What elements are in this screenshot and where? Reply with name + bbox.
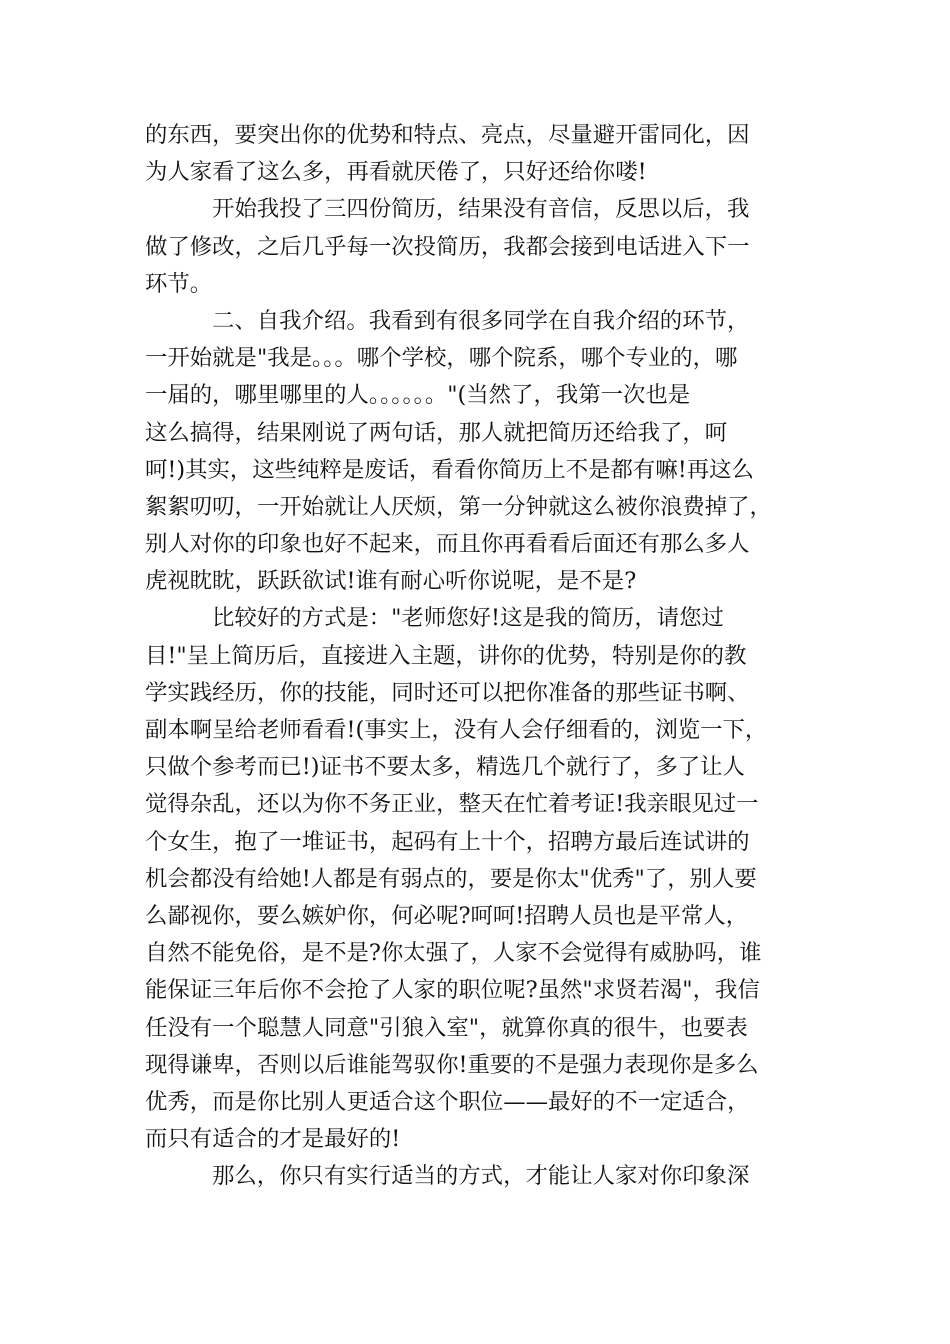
text-line: 呵!)其实，这些纯粹是废话，看看你简历上不是都有嘛!再这么 bbox=[145, 456, 754, 483]
text-line: 的东西，要突出你的优势和特点、亮点，尽量避开雷同化，因 bbox=[145, 122, 750, 148]
body-text bbox=[145, 117, 805, 1195]
text-line: 这么搞得，结果刚说了两句话，那人就把简历还给我了，呵 bbox=[145, 419, 728, 446]
text-line: 机会都没有给她!人都是有弱点的，要是你太"优秀"了，别人要 bbox=[145, 865, 757, 892]
text-line: 现得谦卑，否则以后谁能驾驭你!重要的不是强力表现你是多么 bbox=[145, 1051, 759, 1078]
text-line: 虎视眈眈，跃跃欲试!谁有耐心听你说呢，是不是? bbox=[145, 568, 637, 595]
text-line: 那么，你只有实行适当的方式，才能让人家对你印象深 bbox=[212, 1163, 750, 1190]
text-line: 能保证三年后你不会抢了人家的职位呢?虽然"求贤若渴"，我信 bbox=[145, 977, 760, 1004]
text-line: 个女生，抱了一堆证书，起码有上十个，招聘方最后连试讲的 bbox=[145, 828, 750, 855]
text-line: 自然不能免俗，是不是?你太强了，人家不会觉得有威胁吗，谁 bbox=[145, 940, 762, 967]
text-line: 一开始就是"我是。。。哪个学校，哪个院系，哪个专业的，哪 bbox=[145, 345, 738, 372]
text-line: 别人对你的印象也好不起来，而且你再看看后面还有那么多人 bbox=[145, 531, 750, 558]
text-line: 任没有一个聪慧人同意"引狼入室"，就算你真的很牛，也要表 bbox=[145, 1014, 748, 1041]
text-line: 么鄙视你，要么嫉妒你，何必呢?呵呵!招聘人员也是平常人， bbox=[145, 902, 749, 929]
text-line: 一届的，哪里哪里的人。。。。。。"(当然了，我第一次也是 bbox=[145, 382, 691, 409]
text-line: 环节。 bbox=[145, 270, 213, 297]
text-line: 优秀，而是你比别人更适合这个职位——最好的不一定适合， bbox=[145, 1088, 750, 1115]
text-line: 副本啊呈给老师看看!(事实上，没有人会仔细看的，浏览一下， bbox=[145, 717, 768, 743]
text-line: 觉得杂乱，还以为你不务正业，整天在忙着考证!我亲眼见过一 bbox=[145, 791, 759, 818]
text-line: 目!"呈上简历后，直接进入主题，讲你的优势，特别是你的教 bbox=[145, 642, 747, 669]
text-line: 二、自我介绍。我看到有很多同学在自我介绍的环节， bbox=[212, 307, 750, 334]
text-line: 比较好的方式是："老师您好!这是我的简历，请您过 bbox=[212, 605, 724, 632]
text-line: 为人家看了这么多，再看就厌倦了，只好还给你喽! bbox=[145, 159, 647, 186]
text-line: 而只有适合的才是最好的! bbox=[145, 1126, 401, 1153]
text-line: 学实践经历，你的技能，同时还可以把你准备的那些证书啊、 bbox=[145, 679, 750, 706]
text-line: 絮絮叨叨，一开始就让人厌烦，第一分钟就这么被你浪费掉了， bbox=[145, 493, 772, 520]
text-line: 开始我投了三四份简历，结果没有音信，反思以后，我 bbox=[212, 196, 750, 223]
text-line: 只做个参考而已!)证书不要太多，精选几个就行了，多了让人 bbox=[145, 754, 745, 781]
text-line: 做了修改，之后几乎每一次投简历，我都会接到电话进入下一 bbox=[145, 233, 750, 260]
